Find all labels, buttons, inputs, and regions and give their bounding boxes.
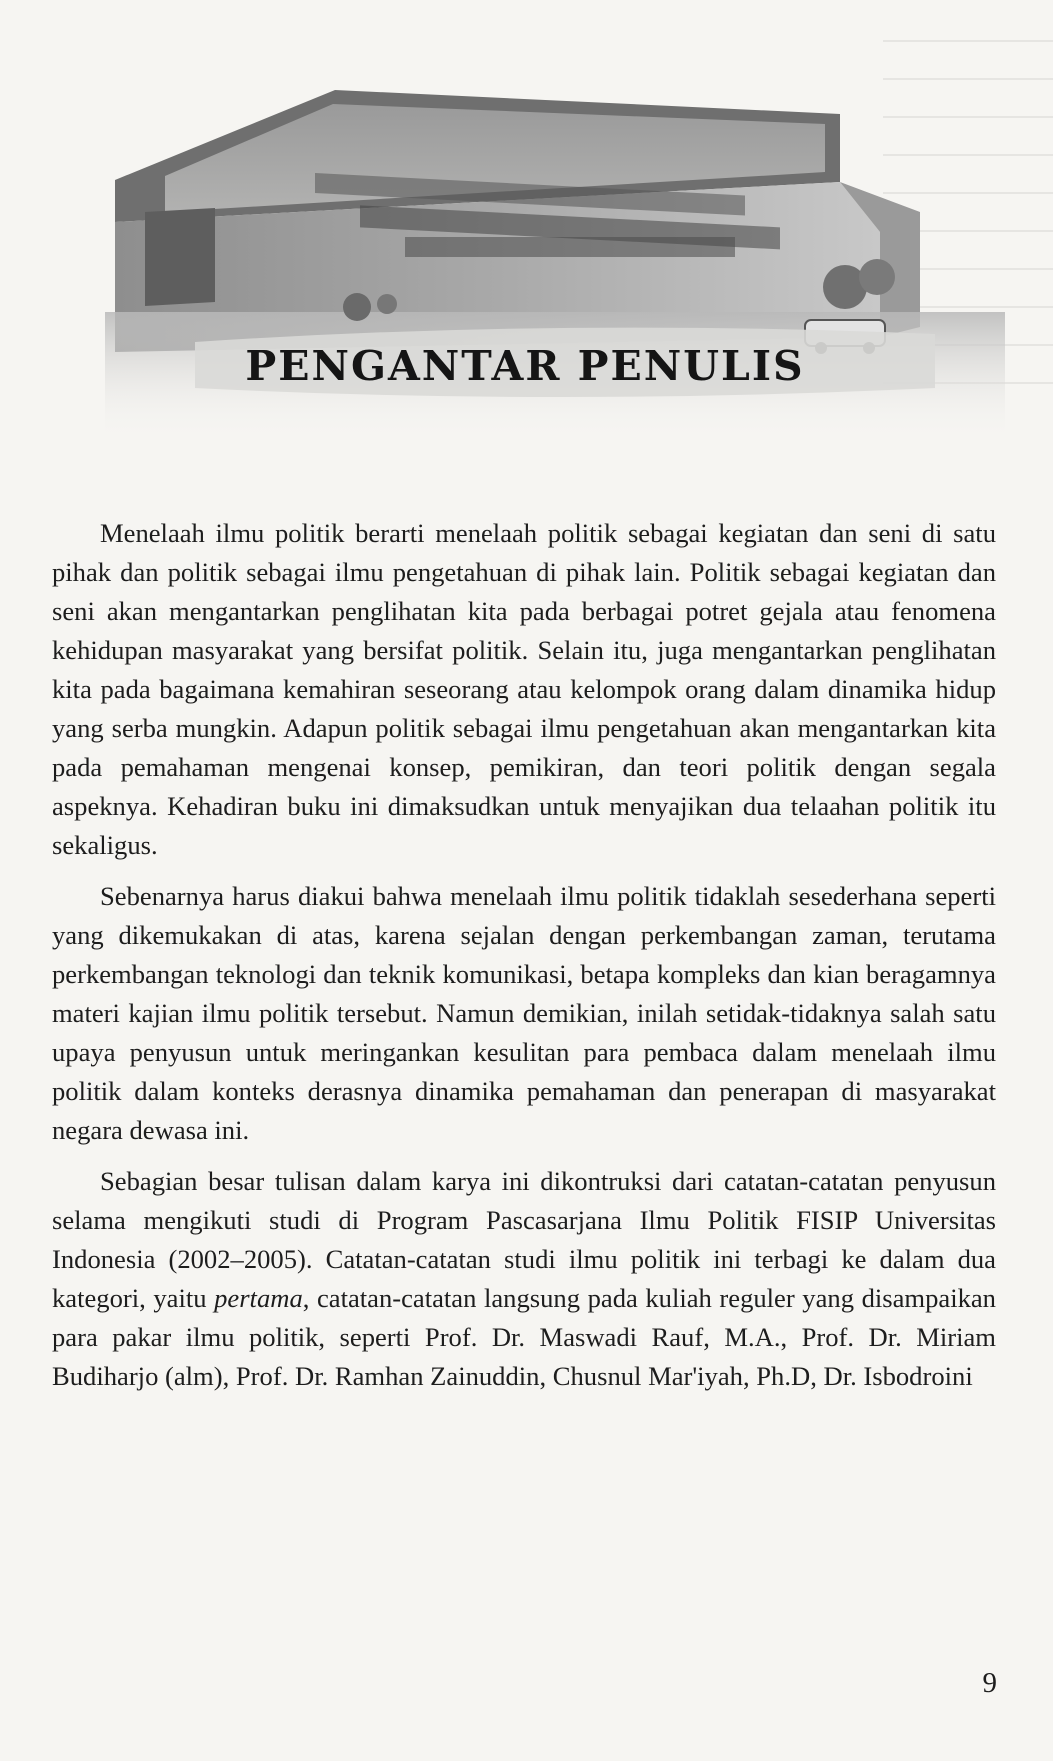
paragraph-3-part-1: Sebagian besar tulisan dalam karya ini dikontruksi dari catatan-catatan penyusun selama mengikuti studi di Program Pascasarjana Ilmu Politik FISIP Universitas Indonesia (2002–2005). Catatan-catatan studi ilmu politik ini terbagi ke dalam dua kategori, yaitu — [52, 1166, 996, 1313]
building-illustration — [105, 72, 1005, 462]
chapter-title: PENGANTAR PENULIS — [245, 342, 805, 390]
paragraph-3 — [52, 1162, 996, 1396]
paragraph-3-emphasis: pertama — [214, 1283, 303, 1313]
page-number: 9 — [982, 1667, 997, 1699]
paragraph-3-part-2: , catatan-catatan langsung pada kuliah reguler yang disampaikan para pakar ilmu politik, seperti Prof. Dr. Maswadi Rauf, M.A., Prof. Dr. Miriam Budiharjo (alm), Prof. Dr. Ramhan Zainuddin, Chusnul Mar'iyah, Ph.D, Dr. Isbodroini — [52, 1283, 996, 1391]
paragraph-2: Sebenarnya harus diakui bahwa menelaah ilmu politik tidaklah sesederhana seperti yang dikemukakan di atas, karena sejalan dengan perkembangan zaman, terutama perkembangan teknologi dan teknik komunikasi, betapa kompleks dan kian beragamnya materi kajian ilmu politik tersebut. Namun demikian, inilah setidak-tidaknya salah satu upaya penyusun untuk meringankan kesulitan para pembaca dalam menelaah ilmu politik dalam konteks derasnya dinamika pemahaman dan penerapan di masyarakat negara dewasa ini. — [52, 881, 996, 1145]
paragraph-1: Menelaah ilmu politik berarti menelaah politik sebagai kegiatan dan seni di satu pihak dan politik sebagai ilmu pengetahuan di pihak lain. Politik sebagai kegiatan dan seni akan mengantarkan penglihatan kita pada berbagai potret gejala atau fenomena kehidupan masyarakat yang bersifat politik. Selain itu, juga mengantarkan penglihatan kita pada bagaimana kemahiran seseorang atau kelompok orang dalam dinamika hidup yang serba mungkin. Adapun politik sebagai ilmu pengetahuan akan mengantarkan kita pada pemahaman mengenai konsep, pemikiran, dan teori politik dengan segala aspeknya. Kehadiran buku ini dimaksudkan untuk menyajikan dua telaahan politik itu sekaligus. — [52, 518, 996, 860]
body-text — [52, 514, 996, 1396]
